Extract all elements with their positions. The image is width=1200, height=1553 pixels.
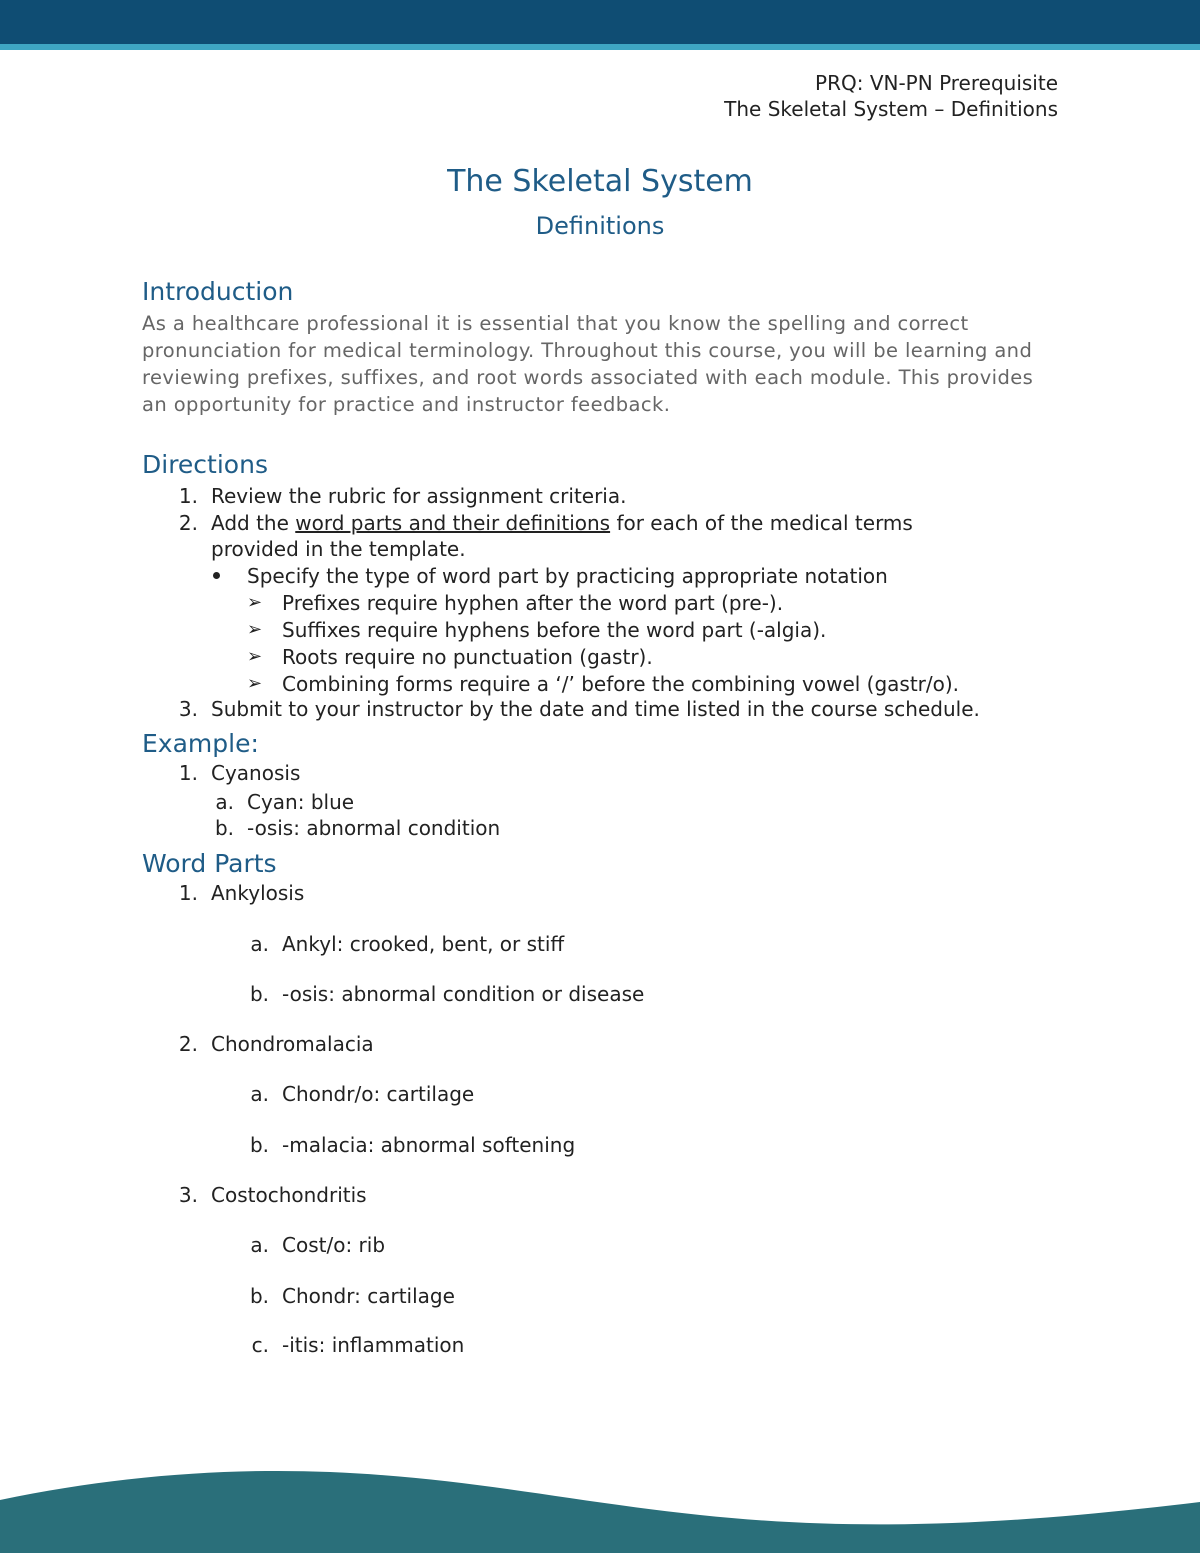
example-term-number: 1. <box>178 761 198 785</box>
part-label: b. <box>249 982 269 1006</box>
part-definition: -itis: inflammation <box>282 1333 465 1357</box>
example-part-label: a. <box>215 790 234 814</box>
arrow-bullet-icon: ➢ <box>247 619 263 640</box>
part-definition: Chondr: cartilage <box>282 1284 455 1308</box>
part-definition: -malacia: abnormal softening <box>282 1133 576 1157</box>
part-label: a. <box>250 932 269 956</box>
part-label: b. <box>249 1284 269 1308</box>
top-banner-dark-stripe <box>0 0 1200 44</box>
notation-rule-text: Roots require no punctuation (gastr). <box>282 645 653 669</box>
directions-item-text: Submit to your instructor by the date and time listed in the course schedule. <box>211 697 980 721</box>
example-part-label: b. <box>214 816 234 840</box>
footer-wave <box>0 1430 1200 1553</box>
arrow-bullet-icon: ➢ <box>247 673 263 694</box>
part-label: a. <box>250 1233 269 1257</box>
directions-item-text: Review the rubric for assignment criteria. <box>211 484 627 508</box>
directions-item-number: 2. <box>178 511 198 535</box>
directions-item-text-post: for each of the medical terms <box>610 511 913 535</box>
page-subtitle: Definitions <box>535 212 665 240</box>
introduction-heading: Introduction <box>142 277 294 306</box>
directions-item-number: 3. <box>178 697 198 721</box>
notation-rule-text: Suffixes require hyphens before the word part (-algia). <box>282 618 827 642</box>
arrow-bullet-icon: ➢ <box>247 646 263 667</box>
running-header-course: PRQ: VN-PN Prerequisite <box>815 71 1058 95</box>
directions-item-text <box>211 510 913 536</box>
footer-wave-shape <box>0 1471 1200 1553</box>
part-label: a. <box>250 1082 269 1106</box>
arrow-bullet-icon: ➢ <box>247 592 263 613</box>
directions-item-number: 1. <box>178 484 198 508</box>
notation-rule-text: Prefixes require hyphen after the word part (pre-). <box>282 591 784 615</box>
directions-item-text-continued: provided in the template. <box>211 537 466 561</box>
word-parts-heading: Word Parts <box>142 849 277 878</box>
example-heading: Example: <box>142 729 259 758</box>
word-parts-definitions-link[interactable]: word parts and their definitions <box>295 511 611 535</box>
notation-bullet-text: Specify the type of word part by practicing appropriate notation <box>247 564 888 588</box>
part-definition: Chondr/o: cartilage <box>282 1082 475 1106</box>
term-number: 2. <box>178 1032 198 1056</box>
bullet-icon <box>213 572 220 579</box>
part-definition: -osis: abnormal condition or disease <box>282 982 645 1006</box>
part-definition: Cost/o: rib <box>282 1233 386 1257</box>
running-header <box>724 70 1058 122</box>
example-term: Cyanosis <box>211 761 301 785</box>
example-part-text: Cyan: blue <box>247 790 355 814</box>
introduction-text: As a healthcare professional it is essential that you know the spelling and correct pronunciation for medical terminology. Throughout this course, you will be learning and reviewing prefixes, suffixes, and root words associated with each module. This provides an opportunity for practice and instructor feedback. <box>142 312 1034 416</box>
term-name: Chondromalacia <box>211 1032 374 1056</box>
example-part-text: -osis: abnormal condition <box>247 816 501 840</box>
part-label: b. <box>249 1133 269 1157</box>
page-title: The Skeletal System <box>447 164 753 199</box>
top-banner <box>0 0 1200 52</box>
term-name: Ankylosis <box>211 881 305 905</box>
running-header-doc: The Skeletal System – Definitions <box>724 97 1058 121</box>
term-number: 1. <box>178 881 198 905</box>
top-banner-light-stripe <box>0 44 1200 50</box>
term-name: Costochondritis <box>211 1183 367 1207</box>
part-label: c. <box>251 1333 269 1357</box>
notation-rule-text: Combining forms require a ‘/’ before the combining vowel (gastr/o). <box>282 672 960 696</box>
term-number: 3. <box>178 1183 198 1207</box>
part-definition: Ankyl: crooked, bent, or stiff <box>282 932 565 956</box>
directions-item-text-pre: Add the <box>211 511 296 535</box>
directions-heading: Directions <box>142 450 268 479</box>
